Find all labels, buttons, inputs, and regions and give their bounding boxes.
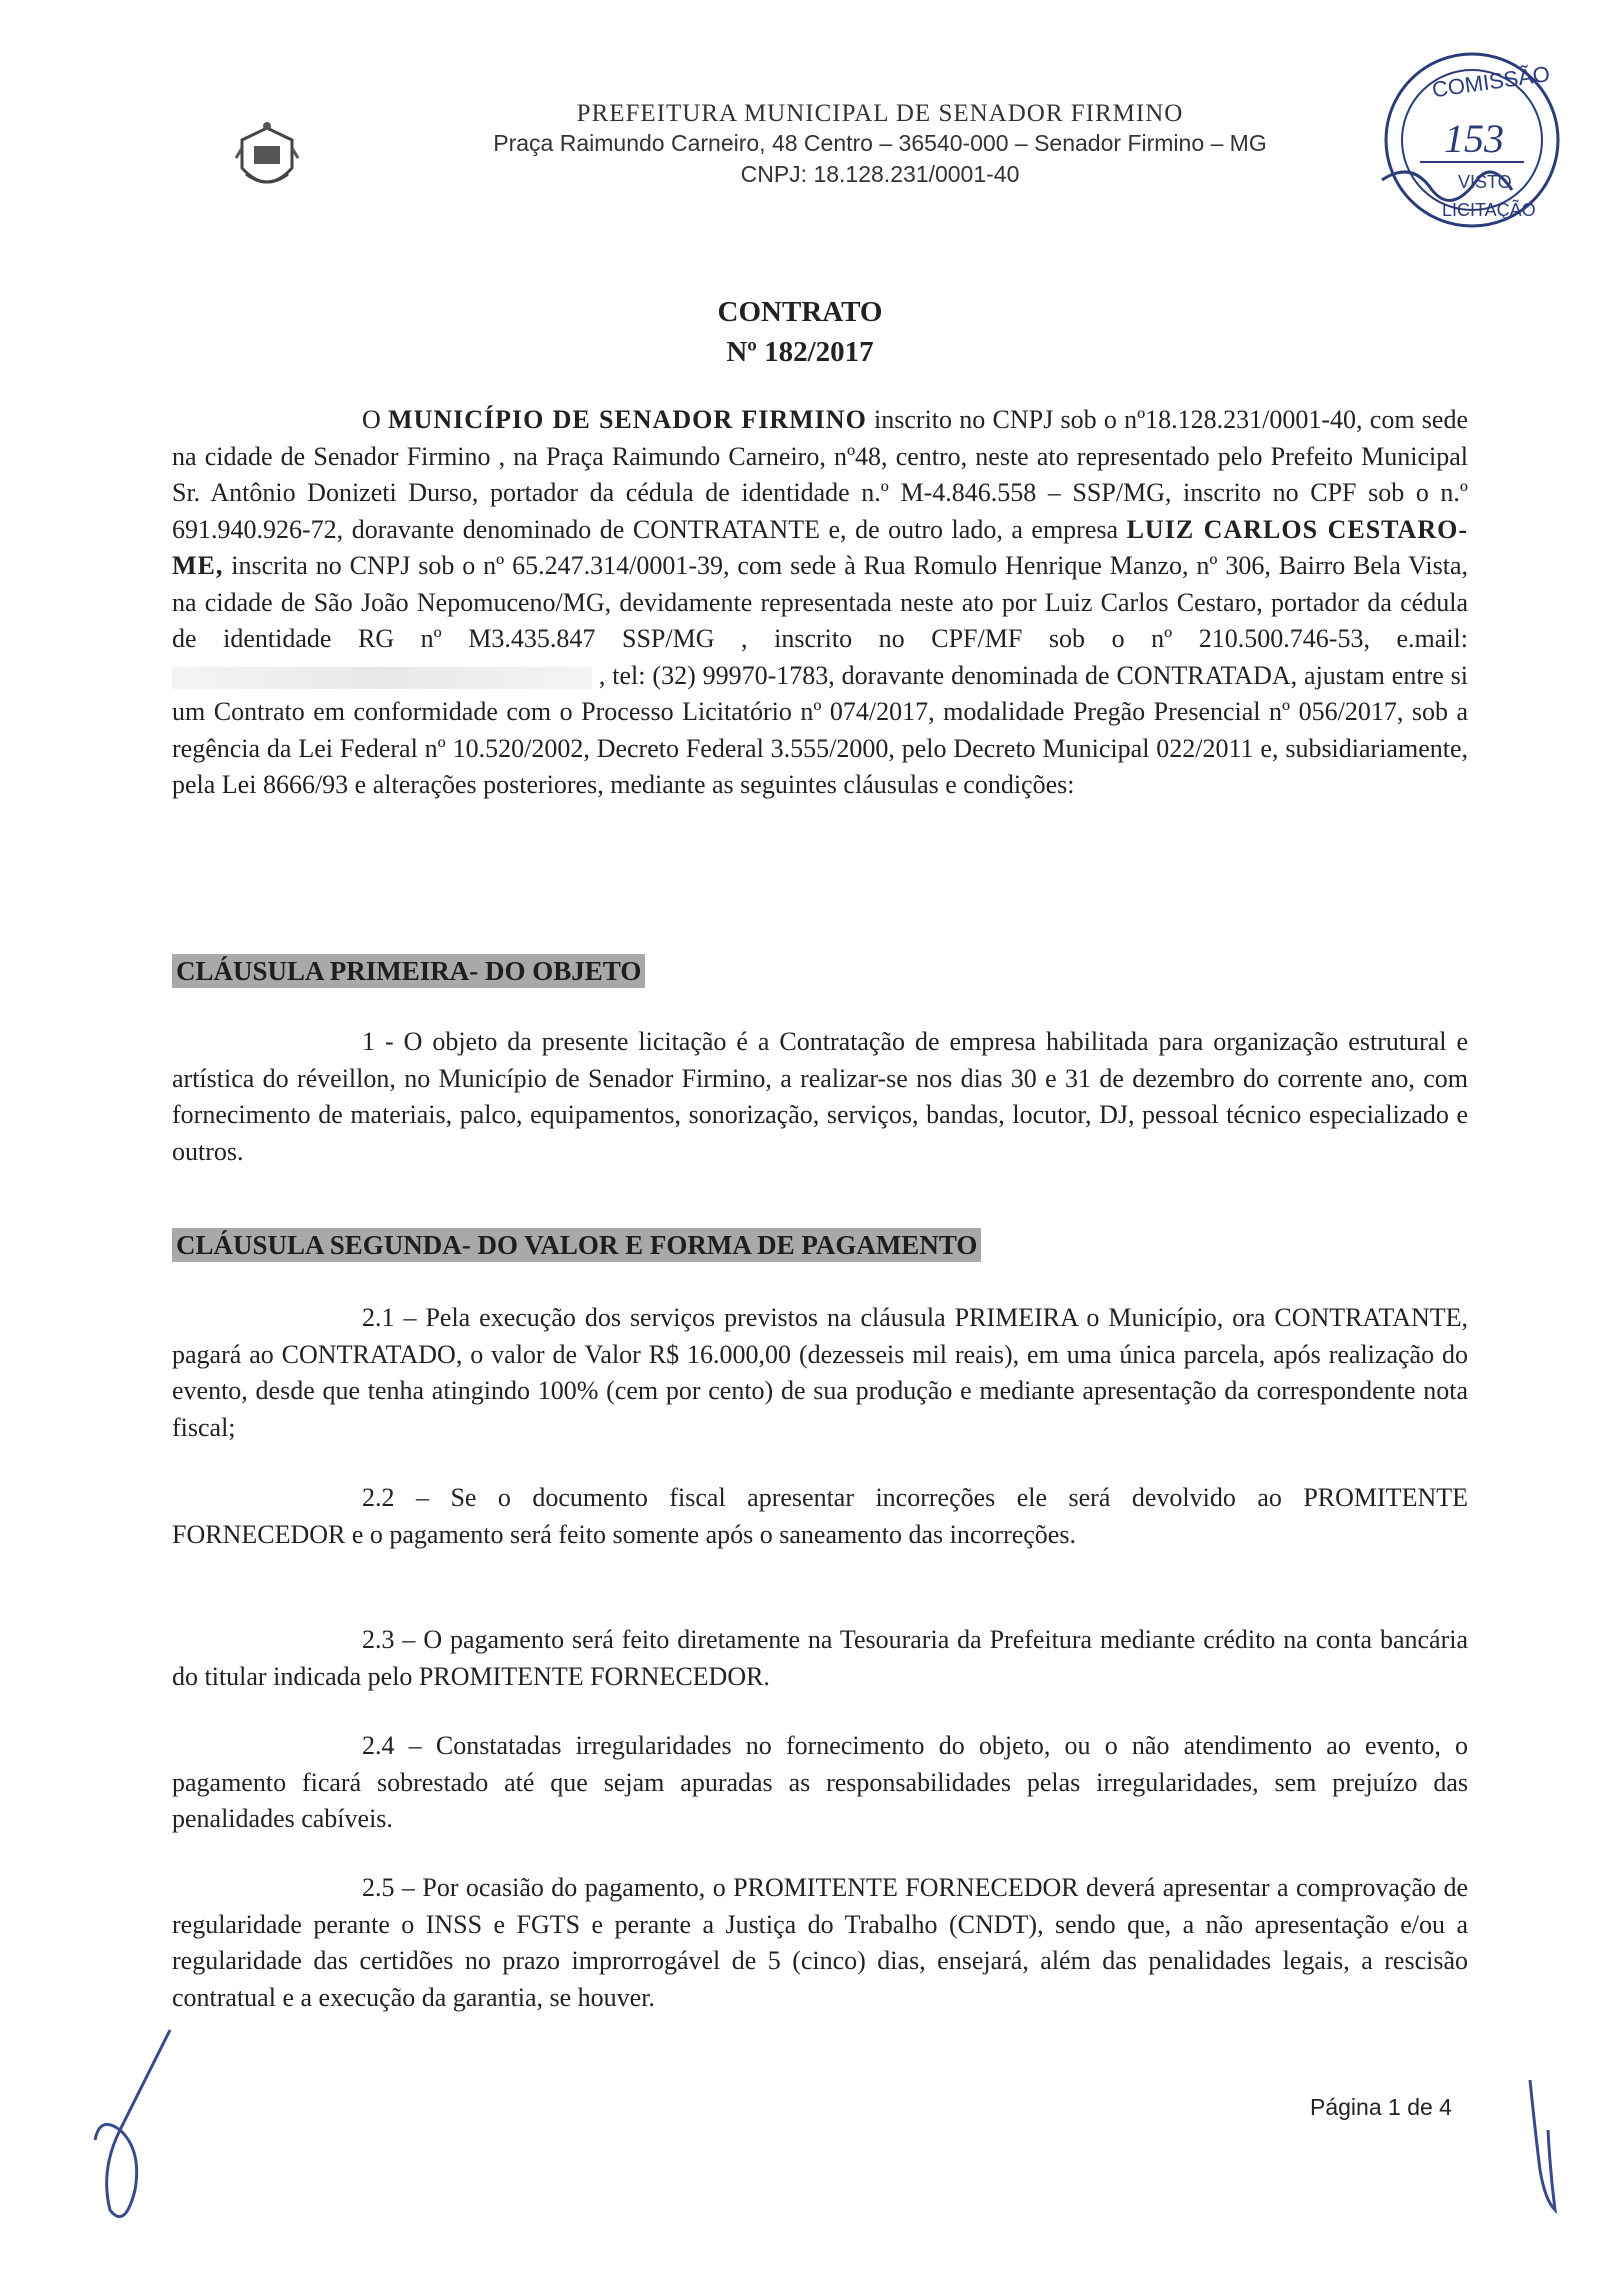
- clause-1-heading: CLÁUSULA PRIMEIRA- DO OBJETO: [172, 954, 645, 988]
- clause-2-heading-wrap: [172, 1228, 981, 1262]
- clause-2-2-text: 2.2 – Se o documento fiscal apresentar incorreções ele será devolvido ao PROMITENTE FORNECEDOR e o pagamento será feito somente após o saneamento das incorreções.: [172, 1483, 1468, 1549]
- intro-d: , tel: (32) 99970-1783, doravante denominada de CONTRATADA, ajustam entre si um Contrato em conformidade com o Processo Licitatório nº 074/2017, modalidade Pregão Presencial nº 056/2017, sob a regência da Lei Federal nº 10.520/2002, Decreto Federal 3.555/2000, pelo Decreto Municipal 022/2011 e, subsidiariamente, pela Lei 8666/93 e alterações posteriores, mediante as seguintes cláusulas e condições:: [172, 660, 1468, 799]
- clause-2-item-3: [172, 1622, 1468, 1695]
- right-initials-signature: [1510, 2070, 1570, 2220]
- intro-paragraph: [172, 402, 1468, 804]
- contracted-party: LUIZ CARLOS CESTARO-ME,: [172, 514, 1468, 580]
- stamp-top-text: COMISSÃO: [1430, 61, 1552, 103]
- left-initials-signature: [80, 2020, 190, 2230]
- commission-stamp: [1372, 40, 1572, 240]
- letterhead-name: PREFEITURA MUNICIPAL DE SENADOR FIRMINO: [576, 100, 1184, 127]
- contract-number: Nº 182/2017: [726, 336, 874, 368]
- clause-2-3-text: 2.3 – O pagamento será feito diretamente na Tesouraria da Prefeitura mediante crédito na conta bancária do titular indicada pelo PROMITENTE FORNECEDOR.: [172, 1625, 1468, 1691]
- letterhead: [380, 100, 1380, 190]
- clause-1-body: [172, 1024, 1468, 1170]
- clause-2-4-text: 2.4 – Constatadas irregularidades no fornecimento do objeto, ou o não atendimento ao evento, o pagamento ficará sobrestado até que sejam apuradas as responsabilidades pelas irregularidades, sem prejuízo das penalidades cabíveis.: [172, 1731, 1468, 1833]
- intro-c: inscrita no CNPJ sob o nº 65.247.314/0001-39, com sede à Rua Romulo Henrique Manzo, nº 306, Bairro Bela Vista, na cidade de São João Nepomuceno/MG, devidamente representada neste ato por Luiz Carlos Cestaro, portador da cédula de identidade RG nº M3.435.847 SSP/MG , inscrito no CPF/MF sob o nº 210.500.746-53, e.mail:: [172, 551, 1468, 653]
- letterhead-cnpj: CNPJ: 18.128.231/0001-40: [740, 161, 1020, 187]
- stamp-number: 153: [1444, 116, 1504, 161]
- stamp-visto-text: VISTO: [1458, 172, 1512, 192]
- clause-2-5-text: 2.5 – Por ocasião do pagamento, o PROMITENTE FORNECEDOR deverá apresentar a comprovação de regularidade perante o INSS e FGTS e perante a Justiça do Trabalho (CNDT), sendo que, a não apresentação e/ou a regularidade das certidões no prazo improrrogável de 5 (cinco) dias, ensejará, além das penalidades legais, a rescisão contratual e a execução da garantia, se houver.: [172, 1873, 1468, 2012]
- letterhead-address: Praça Raimundo Carneiro, 48 Centro – 36540-000 – Senador Firmino – MG: [493, 130, 1267, 156]
- municipal-crest-icon: [232, 118, 302, 198]
- page-number: Página 1 de 4: [1310, 2094, 1452, 2120]
- clause-1-text: 1 - O objeto da presente licitação é a Contratação de empresa habilitada para organização estrutural e artística do réveillon, no Município de Senador Firmino, a realizar-se nos dias 30 e 31 de dezembro do corrente ano, com fornecimento de materiais, palco, equipamentos, sonorização, serviços, bandas, locutor, DJ, pessoal técnico especializado e outros.: [172, 1027, 1468, 1166]
- clause-2-item-1: [172, 1300, 1468, 1446]
- intro-a: O: [362, 405, 389, 434]
- redacted-email: [172, 667, 592, 689]
- contract-title: CONTRATO: [717, 296, 883, 328]
- clause-2-heading: CLÁUSULA SEGUNDA- DO VALOR E FORMA DE PAGAMENTO: [172, 1228, 981, 1262]
- contractor-party: MUNICÍPIO DE SENADOR FIRMINO: [388, 405, 867, 434]
- clause-2-item-2: [172, 1480, 1468, 1553]
- clause-2-item-5: [172, 1870, 1468, 2016]
- clause-2-1-text: 2.1 – Pela execução dos serviços previstos na cláusula PRIMEIRA o Município, ora CONTRATANTE, pagará ao CONTRATADO, o valor de Valor R$ 16.000,00 (dezesseis mil reais), em uma única parcela, após realização do evento, desde que tenha atingindo 100% (cem por cento) de sua produção e mediante apresentação da correspondente nota fiscal;: [172, 1303, 1468, 1442]
- intro-b: inscrito no CNPJ sob o nº18.128.231/0001-40, com sede na cidade de Senador Firmino , na Praça Raimundo Carneiro, nº48, centro, neste ato representado pelo Prefeito Municipal Sr. Antônio Donizeti Durso, portador da cédula de identidade n.º M-4.846.558 – SSP/MG, inscrito no CPF sob o n.º 691.940.926-72, doravante denominado de CONTRATANTE e, de outro lado, a empresa: [172, 405, 1468, 544]
- clause-1-heading-wrap: [172, 954, 645, 988]
- stamp-bottom-text: LICITAÇÃO: [1442, 200, 1536, 220]
- clause-2-item-4: [172, 1728, 1468, 1838]
